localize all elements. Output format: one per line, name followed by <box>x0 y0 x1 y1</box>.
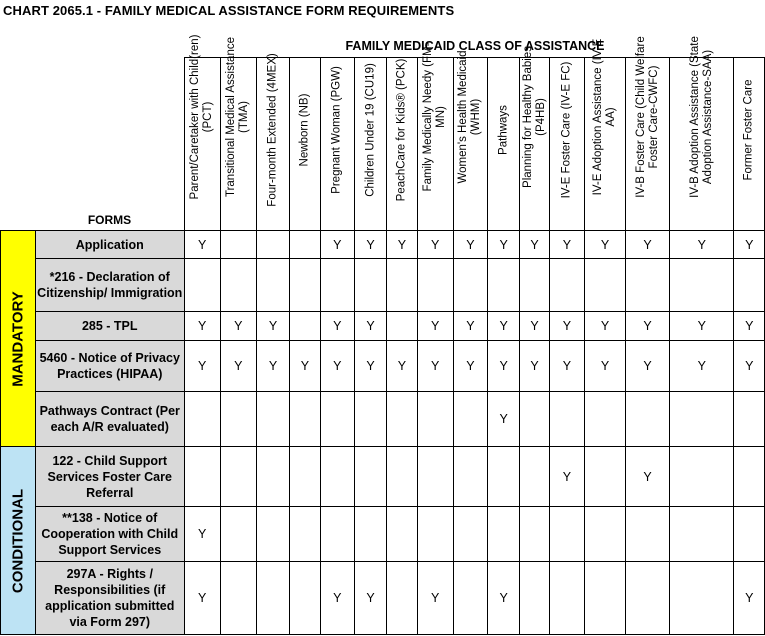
requirement-cell: Y <box>184 231 220 259</box>
requirement-cell <box>387 259 417 312</box>
requirement-cell: Y <box>549 312 584 341</box>
requirement-cell <box>387 507 417 562</box>
column-header <box>670 36 734 231</box>
column-header-label: Newborn (NB) <box>298 93 311 167</box>
requirement-cell: Y <box>184 341 220 392</box>
requirement-cell: Y <box>417 312 453 341</box>
requirement-cell: Y <box>320 562 354 635</box>
requirement-cell: Y <box>670 231 734 259</box>
requirement-cell: Y <box>734 312 765 341</box>
requirement-cell <box>520 392 549 447</box>
column-header-label: Pregnant Woman (PGW) <box>330 66 343 194</box>
requirement-cell <box>290 259 320 312</box>
requirement-cell: Y <box>488 392 520 447</box>
requirement-cell <box>220 507 256 562</box>
requirement-cell <box>453 507 487 562</box>
requirement-cell <box>290 507 320 562</box>
column-header <box>549 58 584 231</box>
requirement-cell: Y <box>549 447 584 507</box>
header-corner <box>1 58 36 231</box>
requirement-cell <box>354 507 386 562</box>
requirement-cell <box>549 562 584 635</box>
column-header-label: Pathways <box>497 105 510 155</box>
requirement-cell <box>549 392 584 447</box>
requirement-cell: Y <box>256 312 289 341</box>
requirement-cell <box>354 259 386 312</box>
requirement-cell <box>488 507 520 562</box>
requirement-cell <box>387 447 417 507</box>
requirement-cell: Y <box>320 341 354 392</box>
column-header-label: IV-E Adoption Assistance (IV-E AA) <box>592 38 618 196</box>
column-header <box>387 58 417 231</box>
column-header <box>453 50 487 231</box>
requirement-cell <box>453 562 487 635</box>
form-name: 122 - Child Support Services Foster Care Referral <box>36 447 185 507</box>
requirement-cell <box>417 392 453 447</box>
requirement-cell <box>585 392 626 447</box>
table-row <box>1 447 765 507</box>
column-header <box>585 38 626 231</box>
requirement-cell <box>734 392 765 447</box>
requirement-cell: Y <box>387 231 417 259</box>
requirement-cell: Y <box>488 562 520 635</box>
requirement-cell: Y <box>453 312 487 341</box>
requirement-cell: Y <box>354 231 386 259</box>
requirement-cell: Y <box>320 231 354 259</box>
requirement-cell: Y <box>585 231 626 259</box>
forms-header: FORMS <box>87 213 132 227</box>
form-name: **138 - Notice of Cooperation with Child Support Services <box>36 507 185 562</box>
requirement-cell: Y <box>734 231 765 259</box>
column-header-label: Transitional Medical Assistance (TMA) <box>225 37 251 198</box>
requirement-cell <box>670 447 734 507</box>
category-label: CONDITIONAL <box>9 488 27 593</box>
requirement-cell <box>626 392 670 447</box>
requirement-cell <box>585 447 626 507</box>
requirement-cell <box>256 392 289 447</box>
requirement-cell: Y <box>549 341 584 392</box>
column-header-label: Four-month Extended (4MEX) <box>266 53 279 207</box>
column-header-label: Women's Health Medicaid (WHM) <box>457 50 483 184</box>
column-header <box>417 42 453 231</box>
requirement-cell: Y <box>488 341 520 392</box>
requirement-cell <box>670 507 734 562</box>
table-row <box>1 392 765 447</box>
table-row <box>1 341 765 392</box>
column-header <box>290 58 320 231</box>
column-header <box>520 46 549 231</box>
requirement-cell: Y <box>220 312 256 341</box>
requirement-cell: Y <box>184 507 220 562</box>
table-row <box>1 259 765 312</box>
requirement-cell <box>354 392 386 447</box>
requirement-cell <box>387 312 417 341</box>
column-header-label: Former Foster Care <box>742 79 755 181</box>
requirement-cell: Y <box>626 231 670 259</box>
requirement-cell: Y <box>520 231 549 259</box>
requirement-cell <box>670 259 734 312</box>
requirement-cell <box>290 447 320 507</box>
requirement-cell <box>734 507 765 562</box>
column-header-label: IV-B Foster Care (Child Welfare Foster Care-CWFC) <box>634 36 660 198</box>
requirement-cell <box>256 447 289 507</box>
requirement-cell: Y <box>320 312 354 341</box>
requirement-cell <box>320 392 354 447</box>
column-header-label: PeachCare for Kids® (PCK) <box>395 58 408 202</box>
requirement-cell <box>417 507 453 562</box>
requirement-cell <box>320 447 354 507</box>
form-name: 297A - Rights / Responsibilities (if application submitted via Form 297) <box>36 562 185 635</box>
form-name: 285 - TPL <box>36 312 185 341</box>
requirement-cell <box>453 447 487 507</box>
column-header <box>488 58 520 231</box>
requirement-cell: Y <box>585 312 626 341</box>
requirement-cell <box>488 259 520 312</box>
column-header-label: Parent/Caretaker with Child(ren) (PCT) <box>189 34 215 200</box>
column-header <box>734 58 765 231</box>
requirement-cell: Y <box>417 562 453 635</box>
requirement-cell <box>453 392 487 447</box>
category-conditional <box>1 447 36 635</box>
requirement-cell <box>670 562 734 635</box>
requirement-cell: Y <box>520 312 549 341</box>
class-of-assistance-header: FAMILY MEDICAID CLASS OF ASSISTANCE <box>345 39 605 53</box>
requirement-cell <box>387 562 417 635</box>
column-header <box>220 37 256 231</box>
column-header <box>354 58 386 231</box>
column-header <box>256 53 289 231</box>
requirement-cell: Y <box>549 231 584 259</box>
requirement-cell <box>184 447 220 507</box>
requirement-cell <box>320 507 354 562</box>
requirement-cell <box>453 259 487 312</box>
requirement-cell <box>670 392 734 447</box>
form-name: 5460 - Notice of Privacy Practices (HIPAA) <box>36 341 185 392</box>
requirement-cell <box>626 507 670 562</box>
requirement-cell <box>585 562 626 635</box>
requirement-cell: Y <box>520 341 549 392</box>
requirement-cell <box>220 231 256 259</box>
table-row <box>1 507 765 562</box>
requirement-cell <box>387 392 417 447</box>
category-label: MANDATORY <box>9 290 27 387</box>
requirement-cell <box>520 447 549 507</box>
requirement-cell <box>220 447 256 507</box>
requirement-cell <box>520 562 549 635</box>
requirement-cell <box>549 507 584 562</box>
requirement-cell: Y <box>354 312 386 341</box>
column-header-label: IV-E Foster Care (IV-E FC) <box>560 61 573 199</box>
requirement-cell <box>585 259 626 312</box>
requirement-cell <box>290 562 320 635</box>
requirement-cell: Y <box>488 312 520 341</box>
requirement-cell <box>626 562 670 635</box>
requirement-cell <box>354 447 386 507</box>
requirement-cell <box>256 507 289 562</box>
requirement-cell: Y <box>417 231 453 259</box>
requirement-cell <box>220 392 256 447</box>
column-header-label: Children Under 19 (CU19) <box>364 63 377 197</box>
requirement-cell: Y <box>387 341 417 392</box>
requirement-cell <box>220 562 256 635</box>
requirement-cell: Y <box>184 562 220 635</box>
requirement-cell <box>220 259 256 312</box>
requirement-cell: Y <box>290 341 320 392</box>
requirement-cell: Y <box>354 341 386 392</box>
requirement-cell: Y <box>220 341 256 392</box>
requirement-cell <box>585 507 626 562</box>
requirement-cell: Y <box>354 562 386 635</box>
requirement-cell <box>256 259 289 312</box>
column-header <box>320 58 354 231</box>
header-row <box>1 58 765 231</box>
requirement-cell <box>520 259 549 312</box>
table-row <box>1 562 765 635</box>
requirement-cell <box>488 447 520 507</box>
requirement-cell <box>520 507 549 562</box>
requirement-cell <box>734 447 765 507</box>
requirement-cell: Y <box>453 341 487 392</box>
requirement-cell <box>184 392 220 447</box>
requirement-cell <box>290 231 320 259</box>
requirement-cell: Y <box>488 231 520 259</box>
column-header-label: IV-B Adoption Assistance (State Adoption Assistance-SAA) <box>688 36 714 198</box>
requirement-cell: Y <box>670 312 734 341</box>
requirement-cell: Y <box>184 312 220 341</box>
requirement-cell: Y <box>626 341 670 392</box>
column-header <box>184 34 220 231</box>
form-name: Application <box>36 231 185 259</box>
form-name: Pathways Contract (Per each A/R evaluated) <box>36 392 185 447</box>
requirement-cell <box>256 562 289 635</box>
requirement-cell <box>417 447 453 507</box>
requirement-cell <box>549 259 584 312</box>
column-header-label: Family Medically Needy (FM-MN) <box>422 42 448 192</box>
requirement-cell: Y <box>626 312 670 341</box>
form-name: *216 - Declaration of Citizenship/ Immigration <box>36 259 185 312</box>
requirement-cell <box>320 259 354 312</box>
category-mandatory <box>1 231 36 447</box>
requirement-cell: Y <box>256 341 289 392</box>
requirement-cell <box>184 259 220 312</box>
requirement-cell <box>734 259 765 312</box>
chart-title: CHART 2065.1 - FAMILY MEDICAL ASSISTANCE FORM REQUIREMENTS <box>3 3 455 18</box>
requirement-cell: Y <box>734 562 765 635</box>
column-header-label: Planning for Healthy Babies (P4HB) <box>521 46 547 188</box>
column-header <box>626 36 670 231</box>
requirement-cell: Y <box>670 341 734 392</box>
requirement-cell <box>417 259 453 312</box>
table-row <box>1 312 765 341</box>
requirement-cell <box>256 231 289 259</box>
table-row <box>1 231 765 259</box>
requirement-cell: Y <box>417 341 453 392</box>
requirement-cell: Y <box>585 341 626 392</box>
requirement-cell: Y <box>734 341 765 392</box>
requirement-cell <box>626 259 670 312</box>
requirement-cell: Y <box>453 231 487 259</box>
requirement-cell: Y <box>626 447 670 507</box>
requirement-cell <box>290 312 320 341</box>
requirement-cell <box>290 392 320 447</box>
